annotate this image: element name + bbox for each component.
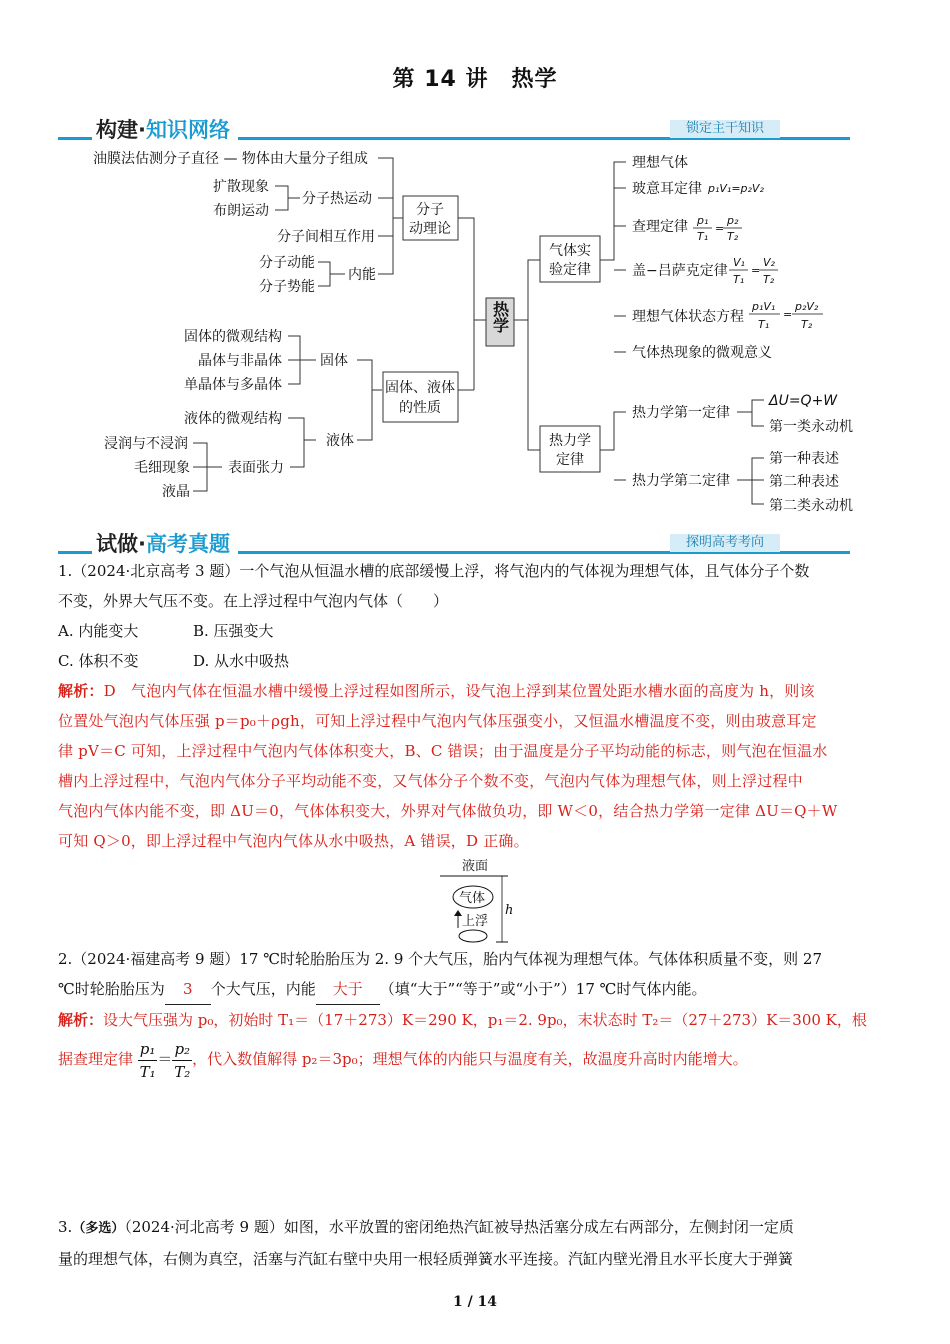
node-single-poly: 单晶体与多晶体 — [184, 377, 282, 393]
node-internal-energy: 内能 — [348, 267, 376, 283]
node-perpetual-2: 第二类永动机 — [769, 498, 853, 514]
root-label: 热学 — [490, 301, 510, 333]
node-first-law-eq: ΔU=Q+W — [769, 393, 838, 409]
q2-solution-label: 解析： — [58, 1011, 104, 1029]
svg-text:T₂: T₂ — [763, 273, 775, 286]
svg-text:T₂: T₂ — [727, 230, 739, 243]
svg-text:V₁: V₁ — [733, 256, 745, 269]
node-gas-laws-2: 验定律 — [549, 262, 591, 278]
node-solid-liquid-1: 固体、液体 — [385, 380, 455, 396]
figure-gas-label: 气体 — [459, 891, 486, 906]
node-brownian: 布朗运动 — [213, 203, 269, 219]
node-thermo-laws-2: 定律 — [556, 452, 584, 468]
node-thermal-motion: 分子热运动 — [302, 191, 372, 207]
node-micro-meaning: 气体热现象的微观意义 — [632, 345, 772, 361]
svg-text:T₁: T₁ — [733, 273, 745, 286]
section-banner-exam — [58, 530, 850, 556]
node-potential-energy: 分子势能 — [259, 279, 315, 295]
page-number: 1 / 14 — [452, 1294, 498, 1310]
svg-text:V₂: V₂ — [763, 256, 775, 269]
q2-fraction-2: $\frac{\text{p₂}}{\text{T₂}}$ — [174, 1039, 191, 1081]
figure-h-label: h — [505, 903, 514, 918]
svg-text:T₁: T₁ — [758, 318, 770, 331]
q2-answer-1: 3 — [165, 974, 211, 1005]
question-1 — [58, 556, 894, 856]
node-state-equation: 理想气体状态方程 — [632, 309, 744, 325]
node-first-law: 热力学第一定律 — [632, 405, 730, 421]
node-wetting: 浸润与不浸润 — [104, 436, 188, 452]
node-capillary: 毛细现象 — [134, 460, 190, 476]
q1-option-a: A. 内能变大 — [58, 622, 139, 640]
section-banner-knowledge — [58, 116, 850, 142]
q2-stem-line-1: 2.（2024·福建高考 9 题）17 ℃时轮胎胎压为 2. 9 个大气压，胎内气体视为理想气体。气体体积质量不变，则 27 — [58, 950, 822, 968]
figure-surface-label: 液面 — [462, 859, 489, 874]
node-surface-tension: 表面张力 — [228, 460, 284, 476]
node-solid-micro: 固体的微观结构 — [184, 329, 282, 345]
q3-multi-tag: （多选） — [72, 1221, 125, 1236]
formula-boyle: p₁V₁=p₂V₂ — [708, 182, 764, 195]
q2-stem-line-2: ℃时轮胎胎压为 3 个大气压，内能 大于 （填“大于”“等于”或“小于”）17 ℃时气体内能。 — [58, 974, 894, 1005]
node-kinetic-theory-1: 分子 — [416, 202, 444, 218]
page-title: 第 14 讲 热学 — [392, 67, 558, 92]
svg-text:p₁V₁: p₁V₁ — [752, 300, 776, 313]
node-liquid: 液体 — [326, 433, 354, 449]
node-interaction: 分子间相互作用 — [277, 229, 375, 245]
node-kinetic-energy: 分子动能 — [259, 255, 315, 271]
node-solid: 固体 — [320, 353, 348, 369]
node-gay-lussac: 盖−吕萨克定律 — [632, 263, 728, 279]
banner-tag: 探明高考考向 — [670, 534, 780, 552]
q3-stem-line-2: 量的理想气体，右侧为真空，活塞与汽缸右壁中央用一根轻质弹簧水平连接。汽缸内壁光滑且水平长度大于弹簧 — [58, 1250, 794, 1268]
q2-solution: 解析：设大气压强为 p₀，初始时 T₁＝（17＋273）K＝290 K，p₁＝2. 9p₀，末状态时 T₂＝（27＋273）K＝300 K，根 据查理定律 $\frac{\text{p₁}}{\text{T₁}}$ ＝ $\frac{\text{p₂}}{\text{T₂}}$ ，代入数值解得 p₂＝3p₀；理想气体的内能只与温度有关，故温度升高时内能增大。 — [58, 1011, 867, 1081]
node-oil: 油膜法估测分子直径 — 物体由大量分子组成 — [93, 151, 368, 167]
formula-charles-d1: T₁ — [697, 230, 709, 243]
node-liquid-micro: 液体的微观结构 — [184, 411, 282, 427]
node-solid-liquid-2: 的性质 — [399, 400, 441, 416]
q1-option-b: B. 压强变大 — [193, 622, 274, 640]
q1-options-row-2 — [58, 646, 894, 676]
svg-text:=: = — [751, 264, 761, 277]
q3-stem-line-1: 3.（多选）（2024·河北高考 9 题）如图，水平放置的密闭绝热汽缸被导热活塞分成左右两部分，左侧封闭一定质 — [58, 1218, 794, 1236]
node-charles: 查理定律 — [632, 219, 688, 235]
q2-answer-2: 大于 — [316, 974, 380, 1005]
node-boyle: 玻意耳定律 — [632, 181, 702, 197]
node-liquid-crystal: 液晶 — [162, 484, 190, 500]
banner-heading: 试做·高考真题 — [92, 528, 238, 558]
knowledge-mindmap — [0, 140, 950, 520]
q2-fraction-1: $\frac{\text{p₁}}{\text{T₁}}$ — [139, 1039, 156, 1081]
q1-solution-label: 解析： — [58, 682, 104, 700]
svg-text:=: = — [715, 222, 725, 235]
svg-text:p₂: p₂ — [727, 214, 739, 227]
node-crystal: 晶体与非晶体 — [198, 353, 282, 369]
q1-solution: 解析：D 气泡内气体在恒温水槽中缓慢上浮过程如图所示，设气泡上浮到某位置处距水槽水面的高度为 h，则该 位置处气泡内气体压强 p＝p₀＋ρgh，可知上浮过程中气泡内气体压强变小，又恒温水槽温度不变，则由玻意耳定 律 pV＝C 可知，上浮过程中气泡内气体体积变大，B、C 错误；由于温度是分子平均动能的标志，则气泡在恒温水 槽内上浮过程中，气泡内气体分子平均动能不变，又气体分子个数不变，气泡内气体为理想气体，则上浮过程中 气泡内气体内能不变，即 ΔU＝0，气体体积变大，外界对气体做负功，即 W＜0，结合热力学第一定律 ΔU＝Q＋W 可知 Q＞0，即上浮过程中气泡内气体从水中吸热，A 错误，D 正确。 — [58, 682, 838, 850]
node-diffusion: 扩散现象 — [213, 179, 269, 195]
node-statement-1: 第一种表述 — [769, 451, 839, 467]
node-kinetic-theory-2: 动理论 — [409, 221, 451, 237]
node-statement-2: 第二种表述 — [769, 474, 839, 490]
svg-text:p₂V₂: p₂V₂ — [795, 300, 819, 313]
figure-rise-label: 上浮 — [462, 914, 489, 929]
formula-charles-n1: p₁ — [697, 214, 709, 227]
svg-text:T₂: T₂ — [801, 318, 813, 331]
q1-stem-line-1: 1.（2024·北京高考 3 题）一个气泡从恒温水槽的底部缓慢上浮，将气泡内的气体视为理想气体，且气体分子个数 — [58, 562, 810, 580]
node-perpetual-1: 第一类永动机 — [769, 419, 853, 435]
bubble-figure — [430, 856, 530, 946]
question-2 — [58, 944, 894, 1083]
node-gas-laws-1: 气体实 — [549, 243, 591, 259]
node-second-law: 热力学第二定律 — [632, 473, 730, 489]
q1-option-c: C. 体积不变 — [58, 652, 139, 670]
banner-heading: 构建·知识网络 — [92, 114, 238, 144]
node-ideal-gas: 理想气体 — [632, 155, 688, 171]
banner-tag: 锁定主干知识 — [670, 120, 780, 138]
q1-options-row-1 — [58, 616, 894, 646]
node-thermo-laws-1: 热力学 — [549, 433, 591, 449]
svg-text:=: = — [783, 308, 793, 321]
q1-stem-line-2: 不变，外界大气压不变。在上浮过程中气泡内气体（ ） — [58, 592, 449, 610]
q1-option-d: D. 从水中吸热 — [193, 652, 290, 670]
question-3 — [58, 1212, 894, 1274]
